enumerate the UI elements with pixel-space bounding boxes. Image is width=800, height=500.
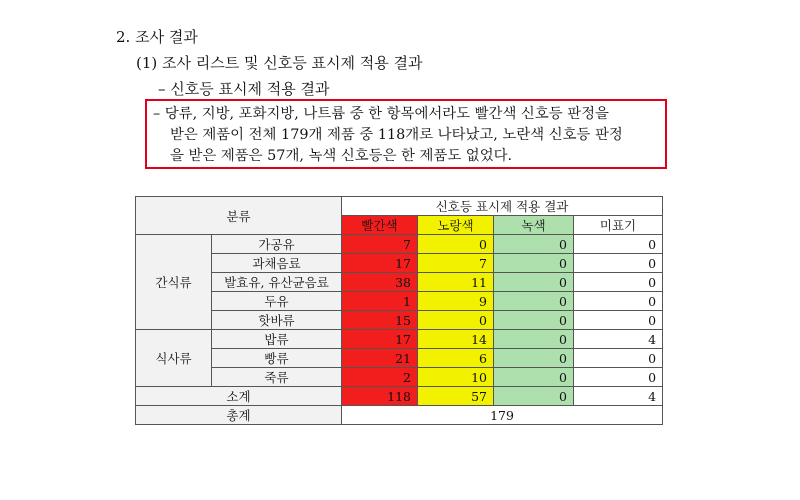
- cell-yellow: 7: [418, 254, 494, 273]
- subtotal-label: 소계: [136, 387, 342, 406]
- cell-green: 0: [494, 235, 574, 254]
- cell-green: 0: [494, 311, 574, 330]
- cell-red: 2: [342, 368, 418, 387]
- cell-none: 0: [574, 311, 663, 330]
- row-name: 두유: [212, 292, 342, 311]
- summary-line: 을 받은 제품은 57개, 녹색 신호등은 한 제품도 없었다.: [170, 148, 513, 164]
- subsection-heading: (1) 조사 리스트 및 신호등 표시제 적용 결과: [136, 54, 423, 72]
- subtotal-row: [136, 387, 663, 406]
- table-row: [136, 254, 663, 273]
- cell-none: 0: [574, 254, 663, 273]
- total-label: 총계: [136, 406, 342, 425]
- cell-yellow: 11: [418, 273, 494, 292]
- group-label-meal: 식사류: [136, 330, 212, 387]
- summary-line: 받은 제품이 전체 179개 제품 중 118개로 나타났고, 노란색 신호등 판정: [170, 127, 623, 143]
- cell-yellow: 14: [418, 330, 494, 349]
- cell-none: 0: [574, 349, 663, 368]
- cell-red: 21: [342, 349, 418, 368]
- header-category: 분류: [136, 197, 342, 235]
- subtotal-red: 118: [342, 387, 418, 406]
- col-header-red: 빨간색: [342, 216, 418, 235]
- section-heading: 2. 조사 결과: [116, 28, 198, 46]
- cell-none: 4: [574, 330, 663, 349]
- cell-red: 38: [342, 273, 418, 292]
- row-name: 가공유: [212, 235, 342, 254]
- cell-yellow: 0: [418, 311, 494, 330]
- table-row: [136, 235, 663, 254]
- table-row: [136, 311, 663, 330]
- row-name: 밥류: [212, 330, 342, 349]
- cell-red: 17: [342, 254, 418, 273]
- cell-green: 0: [494, 254, 574, 273]
- cell-red: 15: [342, 311, 418, 330]
- cell-green: 0: [494, 368, 574, 387]
- cell-none: 0: [574, 292, 663, 311]
- cell-none: 0: [574, 273, 663, 292]
- bullet-heading: – 신호등 표시제 적용 결과: [158, 80, 330, 98]
- cell-green: 0: [494, 330, 574, 349]
- cell-red: 17: [342, 330, 418, 349]
- cell-none: 0: [574, 368, 663, 387]
- table-row: [136, 349, 663, 368]
- subtotal-green: 0: [494, 387, 574, 406]
- cell-none: 0: [574, 235, 663, 254]
- table-row: [136, 292, 663, 311]
- cell-green: 0: [494, 349, 574, 368]
- summary-line: – 당류, 지방, 포화지방, 나트륨 중 한 항목에서라도 빨간색 신호등 판정을: [153, 106, 609, 122]
- total-row: [136, 406, 663, 425]
- subtotal-yellow: 57: [418, 387, 494, 406]
- cell-yellow: 9: [418, 292, 494, 311]
- cell-yellow: 6: [418, 349, 494, 368]
- row-name: 과채음료: [212, 254, 342, 273]
- row-name: 발효유, 유산균음료: [212, 273, 342, 292]
- cell-red: 7: [342, 235, 418, 254]
- cell-yellow: 10: [418, 368, 494, 387]
- col-header-yellow: 노랑색: [418, 216, 494, 235]
- group-label-snack: 간식류: [136, 235, 212, 330]
- subtotal-none: 4: [574, 387, 663, 406]
- cell-green: 0: [494, 292, 574, 311]
- cell-green: 0: [494, 273, 574, 292]
- col-header-none: 미표기: [574, 216, 663, 235]
- row-name: 죽류: [212, 368, 342, 387]
- table-row: [136, 330, 663, 349]
- summary-box: [145, 99, 667, 169]
- table-row: [136, 273, 663, 292]
- row-name: 빵류: [212, 349, 342, 368]
- result-table: [135, 196, 663, 425]
- header-result: 신호등 표시제 적용 결과: [342, 197, 663, 216]
- cell-yellow: 0: [418, 235, 494, 254]
- table-row: [136, 368, 663, 387]
- total-value: 179: [342, 406, 663, 425]
- row-name: 핫바류: [212, 311, 342, 330]
- col-header-green: 녹색: [494, 216, 574, 235]
- cell-red: 1: [342, 292, 418, 311]
